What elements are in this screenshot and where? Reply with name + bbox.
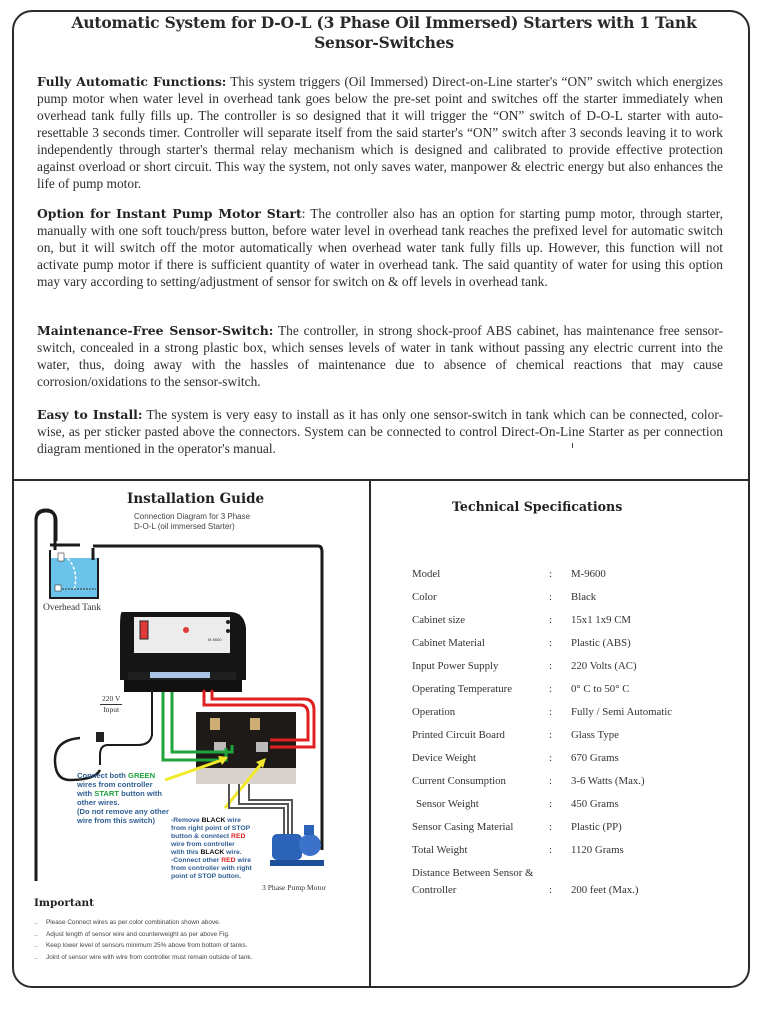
note-highlight-green: GREEN [128, 771, 156, 780]
note-text: from controller with right [171, 865, 252, 872]
note-text: (Do not remove any other [77, 807, 169, 816]
section-body: This system triggers (Oil Immersed) Direct-on-Line starter's “ON” switch which energizes pump motor when water level in overhead tank goes below the pre-set point and switches off the starter immediately when overhead tank fully fills up. The controller is so designed that it will trigger the “ON” switch of D-O-L starter with auto-resettable 3 seconds timer. Controller will separate itself from the said starter's “ON” switch after 3 seconds leaving it to work independently through starter's thermal relay mechanism which is designed and calibrated to provide effective protection against overload or short circuit. This way the system, not only saves water, manpower & electric energy but also enhances the life of pump motor. [37, 74, 723, 191]
important-item: _ Please Connect wires as per color combination shown above. [34, 917, 252, 929]
spec-separator: : [549, 844, 552, 856]
overhead-tank-label: Overhead Tank [43, 603, 101, 613]
spec-label: Sensor Casing Material [412, 821, 514, 833]
spec-label: Cabinet size [412, 614, 466, 626]
note-text: from right point of STOP [171, 825, 251, 832]
note-text: wire. [224, 849, 242, 856]
spec-separator: : [549, 821, 552, 833]
section-easy-install [37, 406, 723, 457]
spec-label: Device Weight [412, 752, 476, 764]
section-instant-start [37, 205, 723, 290]
spec-separator: : [549, 614, 552, 626]
note-text: with [77, 789, 95, 798]
section-heading: Easy to Install: [37, 407, 143, 422]
installation-guide-subtitle [134, 512, 250, 532]
spec-value: Black [571, 591, 597, 603]
spec-label: Printed Circuit Board [412, 729, 505, 741]
important-list [34, 917, 252, 963]
spec-label: Sensor Weight [416, 798, 479, 810]
controller-device-icon [120, 612, 246, 692]
note-text: -Connect other [171, 857, 222, 864]
spec-value: 3-6 Watts (Max.) [571, 775, 645, 787]
spec-label: Distance Between Sensor & [412, 867, 534, 879]
spec-value: 220 Volts (AC) [571, 660, 637, 672]
spec-label: Model [412, 568, 441, 580]
section-body: The controller, in strong shock-proof ABS cabinet, has maintenance free sensor-switch, concealed in a strong plastic box, which senses levels of water in tank without passing any electric current into the water, thus, doing away with the hassles of maintenance due to absence of chemical reactions that may cause corrosion/oxidations to the sensor-switch. [37, 323, 723, 389]
section-body: : The controller also has an option for starting pump motor, through starter, manually with one soft touch/press button, before water level in overhead tank reaches the prefixed level for automatic switch on, but it will switch off the motor automatically when overhead water tank fully fills up. However, this function will not activate pump motor if there is sufficient quantity of water in overhead tank. The said quantity of water for using this option may vary according to setting/adjustment of sensor for switch on & off levels in overhead tank. [37, 206, 723, 289]
spec-separator: : [549, 683, 552, 695]
green-wire-note [77, 771, 169, 825]
spec-label: Operating Temperature [412, 683, 513, 695]
note-highlight-green: START [94, 789, 120, 798]
controller-model-text: M-9600 [208, 637, 222, 642]
note-highlight-black: BLACK [201, 817, 226, 824]
spec-separator: : [549, 637, 552, 649]
input-text: Input [103, 705, 120, 714]
spec-separator: : [549, 775, 552, 787]
spec-label: Cabinet Material [412, 637, 485, 649]
spec-label: Total Weight [412, 844, 468, 856]
spec-separator: : [549, 752, 552, 764]
spec-separator: : [549, 798, 552, 810]
note-text: button & conntect [171, 833, 232, 840]
spec-value: Fully / Semi Automatic [571, 706, 673, 718]
spec-value: 450 Grams [571, 798, 619, 810]
subtitle-line: D-O-L (oil immersed Starter) [134, 522, 235, 531]
spec-value: 200 feet (Max.) [571, 884, 639, 896]
tech-specs-title: Technical Specifications [452, 499, 623, 514]
spec-value: Plastic (ABS) [571, 637, 631, 649]
note-text: -Remove [171, 817, 202, 824]
section-fully-automatic [37, 73, 723, 192]
section-maintenance-free [37, 322, 723, 390]
section-heading: Maintenance-Free Sensor-Switch: [37, 323, 274, 338]
important-title: Important [34, 897, 95, 909]
red-wire-note [171, 817, 252, 881]
power-plug-icon [96, 732, 104, 742]
spec-label: Current Consumption [412, 775, 506, 787]
installation-guide-title: Installation Guide [127, 491, 265, 507]
spec-value: Plastic (PP) [571, 821, 622, 833]
section-divider-vertical [369, 479, 371, 988]
important-item: _ Adjust length of sensor wire and counterweight as per above Fig. [34, 929, 252, 941]
spec-value: 0° C to 50° C [571, 683, 630, 695]
section-body: The system is very easy to install as it has only one sensor-switch in tank which can be connected, color-wise, as per sticker pasted above the connectors. System can be connected to control Direct-On-Line Starter as per connection diagram mentioned in the operator's manual. [37, 407, 723, 456]
spec-separator: : [549, 884, 552, 896]
spec-label: Input Power Supply [412, 660, 499, 672]
note-text: wire [225, 817, 241, 824]
note-text: with this [171, 849, 201, 856]
spec-label: Controller [412, 884, 457, 896]
note-highlight-red: RED [221, 857, 236, 864]
overhead-tank-icon [50, 545, 98, 598]
spec-separator: : [549, 660, 552, 672]
spec-value: 15x1 1x9 CM [571, 614, 631, 626]
spec-value: 670 Grams [571, 752, 619, 764]
note-text: wire [235, 857, 252, 864]
stray-mark [572, 443, 573, 448]
sensor-wire-left [36, 510, 55, 790]
important-item: _ Joint of sensor wire with wire from controller must remain outside of tank. [34, 952, 252, 964]
spec-label: Operation [412, 706, 456, 718]
spec-value: M-9600 [571, 568, 606, 580]
note-text: button with [119, 789, 163, 798]
note-text: Connect both [77, 771, 129, 780]
page-title: Automatic System for D-O-L (3 Phase Oil Immersed) Starters with 1 Tank Sensor-Switches [71, 13, 697, 52]
note-text: wire from this switch) [77, 816, 156, 825]
pump-motor-label: 3 Phase Pump Motor [262, 883, 326, 892]
note-text: wires from controller [77, 780, 153, 789]
pump-motor-icon [270, 825, 324, 866]
spec-separator: : [549, 591, 552, 603]
spec-value: 1120 Grams [571, 844, 624, 856]
note-text: other wires. [77, 798, 120, 807]
voltage-value: 220 V [102, 694, 121, 703]
spec-separator: : [549, 706, 552, 718]
note-highlight-black: BLACK [200, 849, 225, 856]
note-text: wire from controller [171, 841, 235, 848]
section-heading: Fully Automatic Functions: [37, 74, 227, 89]
section-heading: Option for Instant Pump Motor Start [37, 206, 302, 221]
important-item: _ Keep lower level of sensors minimum 25% above from bottom of tanks. [34, 940, 252, 952]
input-voltage-label [100, 694, 122, 715]
spec-separator: : [549, 568, 552, 580]
note-highlight-red: RED [231, 833, 246, 840]
subtitle-line: Connection Diagram for 3 Phase [134, 512, 251, 521]
spec-value: Glass Type [571, 729, 619, 741]
spec-label: Color [412, 591, 437, 603]
spec-separator: : [549, 729, 552, 741]
note-text: point of STOP button. [171, 873, 241, 880]
